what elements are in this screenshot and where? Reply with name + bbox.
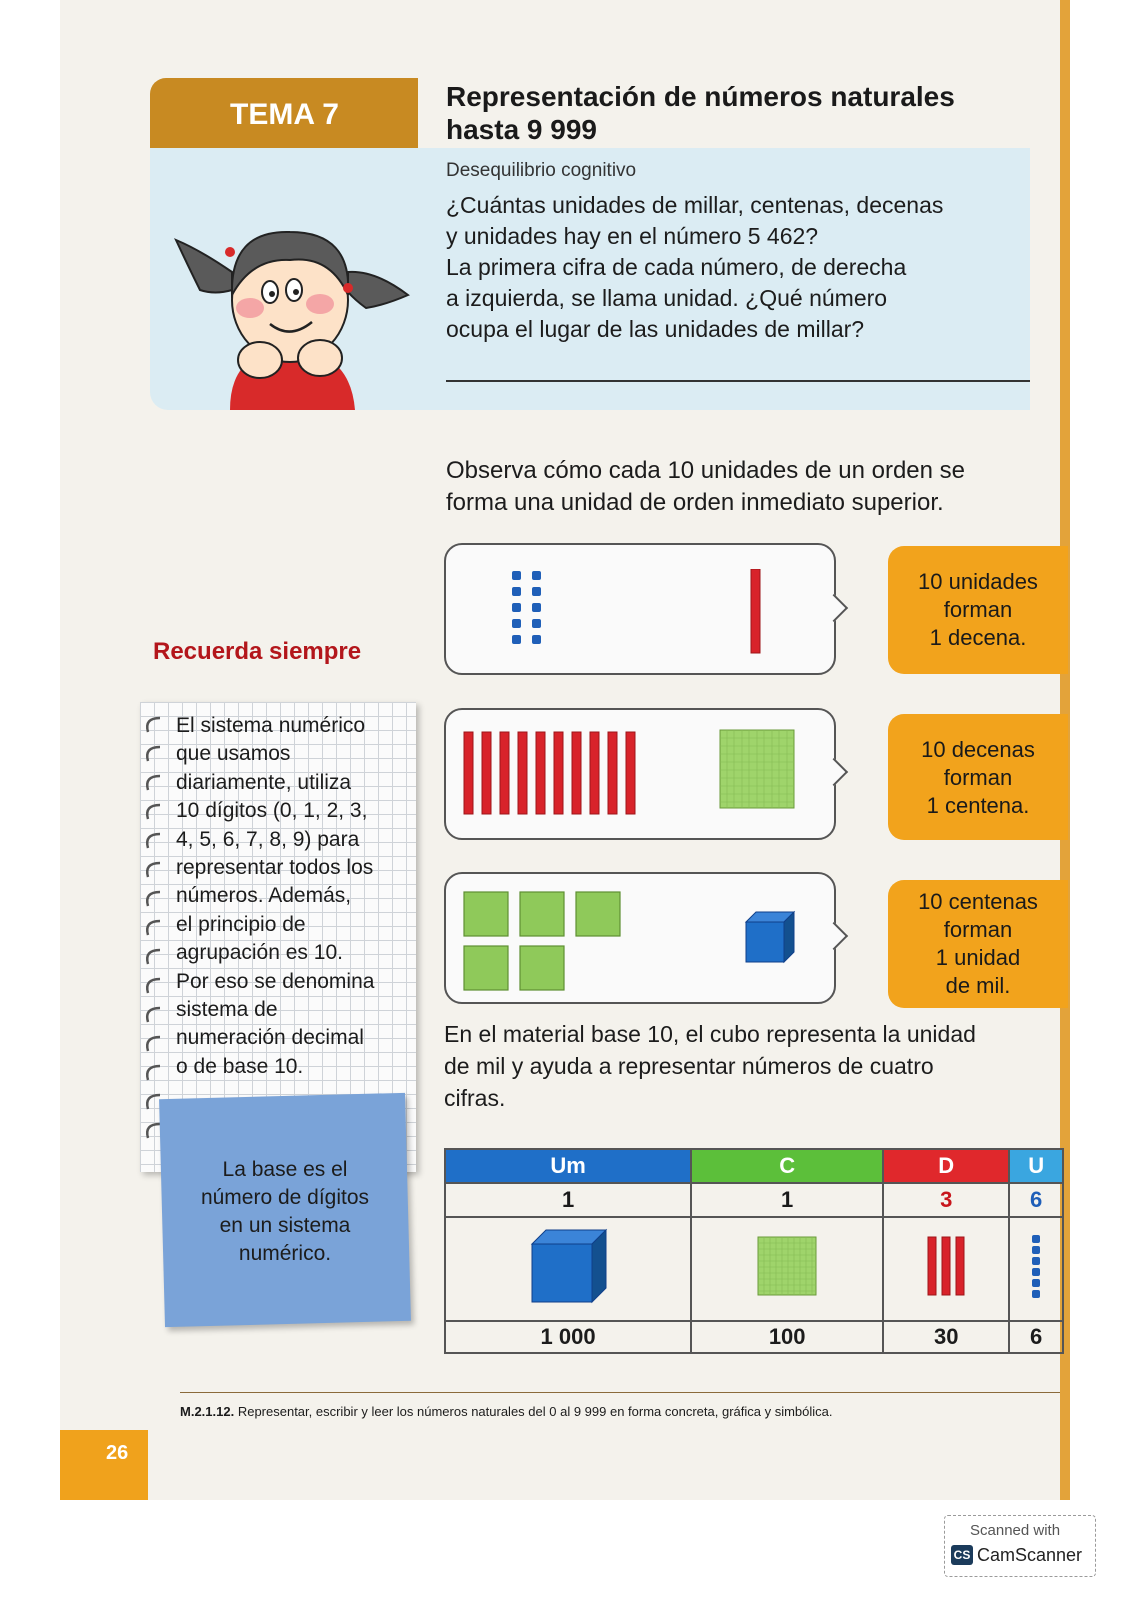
question-line: ¿Cuántas unidades de millar, centenas, decenas — [446, 192, 944, 218]
base-text-line: de mil y ayuda a representar números de cuatro — [444, 1053, 934, 1079]
recuerda-line: Por eso se denomina — [176, 969, 375, 993]
panel-units-to-ten — [444, 543, 836, 675]
header-c: C — [691, 1149, 883, 1183]
observe-line-1: Observa cómo cada 10 unidades de un orden se — [446, 457, 966, 484]
note-line: 10 centenas — [918, 889, 1038, 914]
question-line: ocupa el lugar de las unidades de millar? — [446, 316, 865, 342]
six-units-icon — [1030, 1233, 1042, 1299]
recuerda-line: el principio de — [176, 912, 306, 936]
intro-subhead: Desequilibrio cognitivo — [446, 160, 637, 181]
ten-rod — [748, 569, 764, 655]
standard-text: Representar, escribir y leer los números naturales del 0 al 9 999 en forma concreta, gráfica y simbólica. — [237, 1404, 833, 1419]
recuerda-line: representar todos los — [176, 856, 374, 880]
digit-u: 6 — [1009, 1183, 1063, 1217]
page-title — [446, 80, 955, 146]
sticky-note-text — [180, 1156, 390, 1268]
three-rods-icon — [926, 1235, 966, 1297]
digit-d: 3 — [883, 1183, 1009, 1217]
question-line: La primera cifra de cada número, de derecha — [446, 254, 907, 280]
sticky-line: en un sistema — [219, 1214, 351, 1237]
recuerda-line: diariamente, utiliza — [176, 770, 352, 794]
base-text-line: cifras. — [444, 1085, 506, 1111]
question-line: y unidades hay en el número 5 462? — [446, 223, 819, 249]
note-line: forman — [943, 597, 1013, 622]
recuerda-line: sistema de — [176, 998, 278, 1022]
standard-code: M.2.1.12. — [180, 1404, 235, 1419]
table-digit-row — [445, 1183, 1063, 1217]
value-u: 6 — [1009, 1321, 1063, 1353]
note-line: forman — [943, 765, 1013, 790]
title-line-1: Representación de números naturales — [446, 81, 955, 112]
panel-hundreds-to-thousand — [444, 872, 836, 1004]
header-d: D — [883, 1149, 1009, 1183]
tema-tab — [150, 78, 418, 148]
cell-thousand-cube — [445, 1217, 691, 1321]
hundred-flats-group — [460, 886, 630, 996]
recuerda-heading: Recuerda siempre — [153, 638, 362, 665]
camscanner-brand: CamScanner — [977, 1545, 1083, 1565]
sticky-line: número de dígitos — [200, 1186, 370, 1209]
header-u: U — [1009, 1149, 1063, 1183]
thousand-cube-icon — [528, 1226, 608, 1306]
value-d: 30 — [883, 1321, 1009, 1353]
scanned-with-label: Scanned with — [970, 1522, 1061, 1539]
observe-text — [446, 455, 1066, 519]
hundred-flat — [718, 728, 798, 812]
header-um: Um — [445, 1149, 691, 1183]
camscanner-logo-icon: CS — [951, 1545, 973, 1565]
ten-rods-group — [462, 730, 642, 820]
note-hundreds — [888, 880, 1068, 1008]
page-number: 26 — [106, 1442, 129, 1464]
table-value-row — [445, 1321, 1063, 1353]
recuerda-line: agrupación es 10. — [176, 941, 343, 965]
note-line: 1 decena. — [929, 625, 1027, 650]
cell-unit-cubes — [1009, 1217, 1063, 1321]
cell-hundred-flat — [691, 1217, 883, 1321]
note-line: 10 decenas — [921, 737, 1035, 762]
recuerda-line: 10 dígitos (0, 1, 2, 3, — [176, 799, 368, 823]
base-text-line: En el material base 10, el cubo representa la unidad — [444, 1021, 976, 1047]
panel-tens-to-hundred — [444, 708, 836, 840]
ten-unit-cubes — [508, 567, 568, 657]
observe-line-2: forma una unidad de orden inmediato superior. — [446, 489, 944, 516]
curriculum-standard — [180, 1404, 1070, 1419]
digit-c: 1 — [691, 1183, 883, 1217]
note-units — [888, 546, 1068, 674]
table-header-row — [445, 1149, 1063, 1183]
value-um: 1 000 — [445, 1321, 691, 1353]
recuerda-line: 4, 5, 6, 7, 8, 9) para — [176, 827, 360, 851]
place-value-table — [444, 1148, 1064, 1354]
sticky-line: La base es el — [222, 1158, 348, 1181]
value-c: 100 — [691, 1321, 883, 1353]
recuerda-line: o de base 10. — [176, 1054, 304, 1078]
tema-label: TEMA 7 — [230, 98, 339, 131]
recuerda-line: números. Además, — [176, 884, 352, 908]
recuerda-line: numeración decimal — [176, 1026, 364, 1050]
sticky-line: numérico. — [238, 1242, 332, 1265]
title-line-2: hasta 9 999 — [446, 114, 597, 145]
question-line: a izquierda, se llama unidad. ¿Qué número — [446, 285, 888, 311]
base-ten-text — [444, 1018, 1064, 1114]
note-line: de mil. — [945, 973, 1011, 998]
footer-divider — [180, 1392, 1060, 1393]
recuerda-line: que usamos — [176, 742, 291, 766]
table-picture-row — [445, 1217, 1063, 1321]
note-tens — [888, 714, 1068, 840]
page-number-tab — [60, 1430, 148, 1500]
note-line: 1 centena. — [926, 793, 1030, 818]
digit-um: 1 — [445, 1183, 691, 1217]
recuerda-text — [176, 712, 416, 1081]
thousand-cube — [740, 908, 800, 968]
note-line: 1 unidad — [935, 945, 1021, 970]
hundred-flat-icon — [756, 1235, 818, 1297]
girl-illustration — [170, 200, 410, 410]
note-line: 10 unidades — [918, 569, 1038, 594]
intro-question — [446, 190, 1026, 345]
cell-tens-rods — [883, 1217, 1009, 1321]
answer-line[interactable] — [446, 380, 1030, 382]
recuerda-line: El sistema numérico — [176, 714, 366, 737]
note-line: forman — [943, 917, 1013, 942]
